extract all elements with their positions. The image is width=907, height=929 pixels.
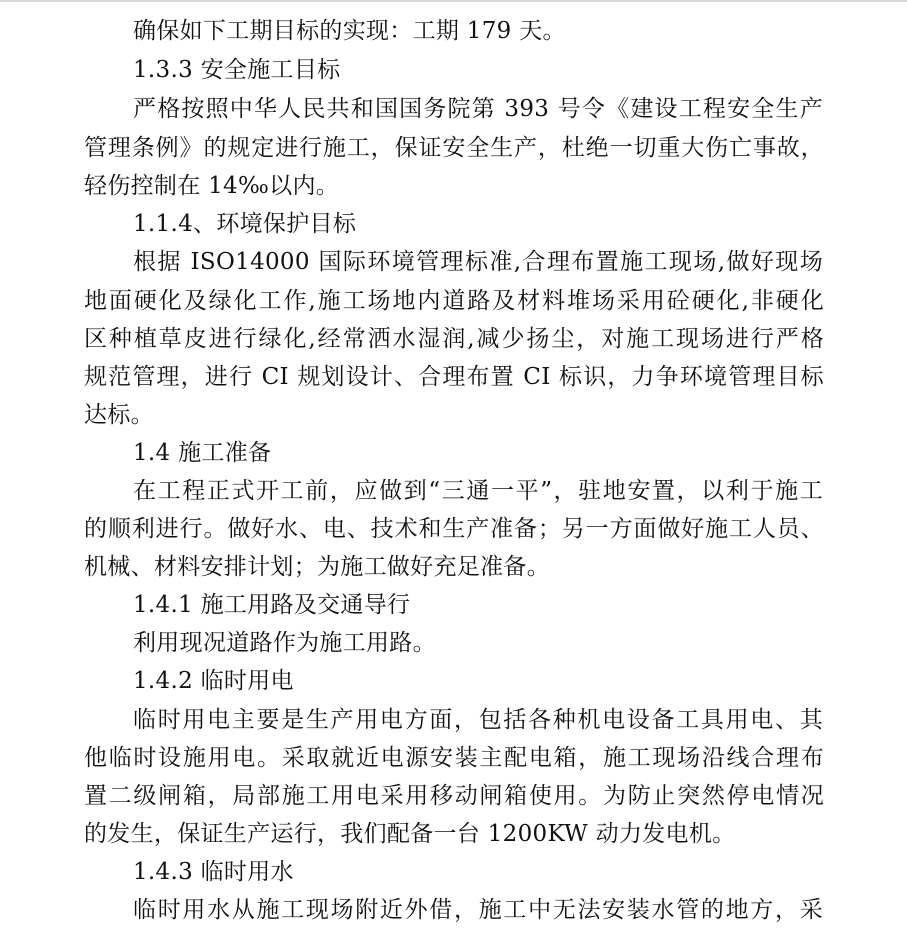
- paragraph-line: 的顺利进行。做好水、电、技术和生产准备；另一方面做好施工人员、: [84, 516, 824, 542]
- paragraph-line: 规范管理，进行 CI 规划设计、合理布置 CI 标识，力争环境管理目标: [84, 364, 824, 390]
- paragraph-line: 轻伤控制在 14‰以内。: [84, 173, 340, 199]
- paragraph-line: 的发生，保证生产运行，我们配备一台 1200KW 动力发电机。: [84, 821, 736, 847]
- paragraph-line: 置二级闸箱，局部施工用电采用移动闸箱使用。为防止突然停电情况: [84, 783, 824, 809]
- paragraph-line: 在工程正式开工前，应做到“三通一平”，驻地安置，以利于施工: [133, 478, 823, 504]
- paragraph-line: 临时用水从施工现场附近外借，施工中无法安装水管的地方，采: [133, 897, 823, 923]
- paragraph-line: 严格按照中华人民共和国国务院第 393 号令《建设工程安全生产: [133, 96, 823, 122]
- section-heading: 1.3.3 安全施工目标: [133, 57, 341, 83]
- section-heading: 1.4.3 临时用水: [133, 859, 294, 885]
- section-heading: 1.1.4、环境保护目标: [133, 211, 357, 237]
- paragraph-line: 利用现况道路作为施工用路。: [133, 630, 436, 656]
- paragraph-line: 地面硬化及绿化工作,施工场地内道路及材料堆场采用砼硬化,非硬化: [84, 288, 824, 314]
- paragraph-line: 临时用电主要是生产用电方面，包括各种机电设备工具用电、其: [133, 707, 823, 733]
- section-heading: 1.4.2 临时用电: [133, 668, 294, 694]
- paragraph-line: 管理条例》的规定进行施工，保证安全生产，杜绝一切重大伤亡事故，: [84, 135, 824, 161]
- paragraph-line: 机械、材料安排计划；为施工做好充足准备。: [84, 554, 550, 580]
- paragraph-line: 确保如下工期目标的实现：工期 179 天。: [133, 18, 566, 44]
- paragraph-line: 区种植草皮进行绿化,经常洒水湿润,减少扬尘，对施工现场进行严格: [84, 326, 824, 352]
- page-top-border: [0, 0, 907, 2]
- paragraph-line: 他临时设施用电。采取就近电源安装主配电箱，施工现场沿线合理布: [84, 745, 824, 771]
- paragraph-line: 根据 ISO14000 国际环境管理标准,合理布置施工现场,做好现场: [133, 249, 823, 275]
- section-heading: 1.4 施工准备: [133, 440, 272, 466]
- section-heading: 1.4.1 施工用路及交通导行: [133, 592, 411, 618]
- paragraph-line: 达标。: [84, 402, 154, 428]
